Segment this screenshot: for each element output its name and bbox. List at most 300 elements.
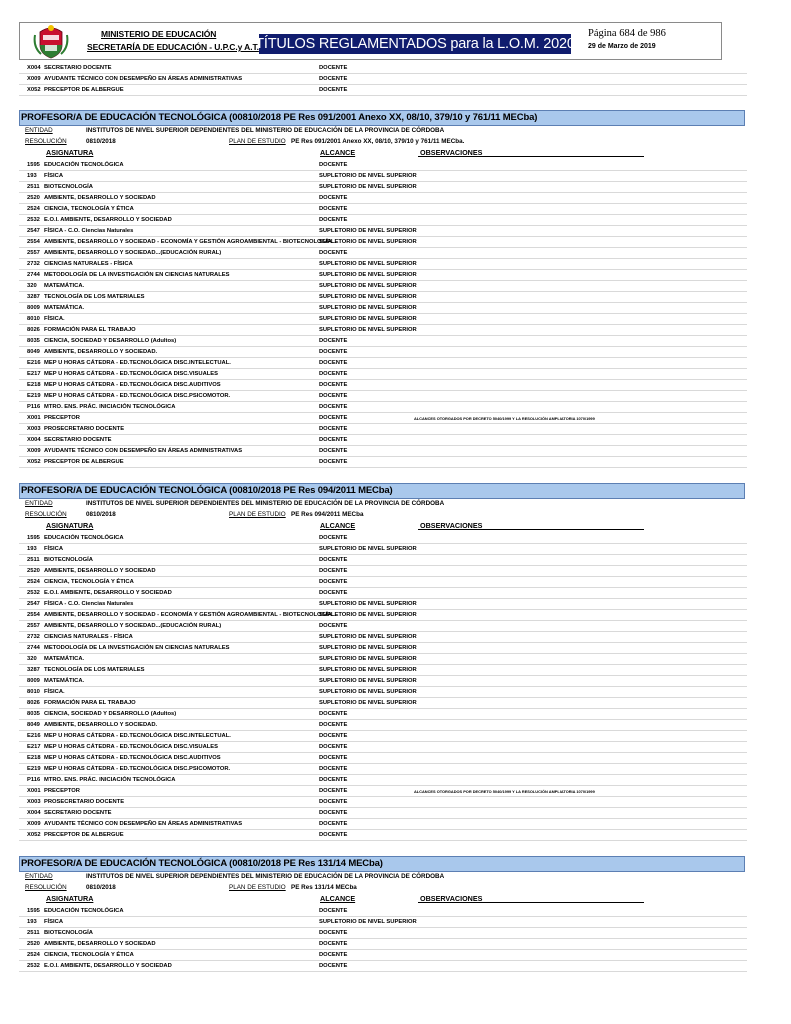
row-code: X052 <box>27 459 41 465</box>
table-row <box>19 742 747 753</box>
row-code: 320 <box>27 283 37 289</box>
table-row <box>19 588 747 599</box>
table-row <box>19 380 747 391</box>
entidad-value: INSTITUTOS DE NIVEL SUPERIOR DEPENDIENTES DEL MINISTERIO DE EDUCACIÓN DE LA PROVINCIA DE CÓRDOBA <box>86 127 445 134</box>
row-subject: AMBIENTE, DESARROLLO Y SOCIEDAD...(EDUCACIÓN RURAL) <box>44 623 222 629</box>
row-code: X052 <box>27 832 41 838</box>
column-header-observaciones: OBSERVACIONES <box>420 148 483 157</box>
row-subject: E.O.I. AMBIENTE, DESARROLLO Y SOCIEDAD <box>44 590 172 596</box>
table-row <box>19 928 747 939</box>
table-row <box>19 566 747 577</box>
row-scope: DOCENTE <box>319 217 348 223</box>
row-code: 2520 <box>27 195 40 201</box>
table-row <box>19 533 747 544</box>
row-subject: SECRETARIO DOCENTE <box>44 65 112 71</box>
row-subject: TECNOLOGÍA DE LOS MATERIALES <box>44 294 145 300</box>
row-code: 2554 <box>27 612 40 618</box>
row-code: E217 <box>27 744 41 750</box>
plan-value: PE Res 131/14 MECba <box>291 884 357 891</box>
row-scope: SUPLETORIO DE NIVEL SUPERIOR <box>319 173 417 179</box>
table-row <box>19 731 747 742</box>
table-row <box>19 808 747 819</box>
row-code: 2744 <box>27 272 40 278</box>
table-row <box>19 797 747 808</box>
row-subject: METODOLOGÍA DE LA INVESTIGACIÓN EN CIENCIAS NATURALES <box>44 272 230 278</box>
row-code: E219 <box>27 393 41 399</box>
row-scope: DOCENTE <box>319 821 348 827</box>
row-subject: AMBIENTE, DESARROLLO Y SOCIEDAD. <box>44 349 158 355</box>
table-row <box>19 906 747 917</box>
row-scope: DOCENTE <box>319 437 348 443</box>
row-subject: PRECEPTOR DE ALBERGUE <box>44 832 124 838</box>
table-row <box>19 665 747 676</box>
row-subject: PROSECRETARIO DOCENTE <box>44 426 125 432</box>
table-row <box>19 182 747 193</box>
entidad-label: ENTIDAD <box>25 127 53 134</box>
row-scope: DOCENTE <box>319 360 348 366</box>
row-code: 2547 <box>27 228 40 234</box>
row-subject: PRECEPTOR <box>44 788 80 794</box>
row-code: P116 <box>27 404 41 410</box>
table-row <box>19 446 747 457</box>
plan-label: PLAN DE ESTUDIO <box>229 138 286 145</box>
row-code: 193 <box>27 919 37 925</box>
table-row <box>19 555 747 566</box>
table-row <box>19 950 747 961</box>
table-row <box>19 939 747 950</box>
row-code: X001 <box>27 788 41 794</box>
row-subject: SECRETARIO DOCENTE <box>44 437 112 443</box>
resolucion-value: 0810/2018 <box>86 511 116 518</box>
row-code: 2557 <box>27 250 40 256</box>
row-scope: DOCENTE <box>319 162 348 168</box>
row-subject: PRECEPTOR <box>44 415 80 421</box>
row-subject: MEP U HORAS CÁTEDRA - ED.TECNOLÓGICA DISC.PSICOMOTOR. <box>44 393 231 399</box>
row-subject: E.O.I. AMBIENTE, DESARROLLO Y SOCIEDAD <box>44 963 172 969</box>
row-code: 1595 <box>27 908 40 914</box>
row-code: 2511 <box>27 184 40 190</box>
table-row <box>19 435 747 446</box>
row-scope: DOCENTE <box>319 908 348 914</box>
row-subject: CIENCIAS NATURALES - FÍSICA <box>44 634 133 640</box>
row-code: E218 <box>27 382 41 388</box>
row-subject: AYUDANTE TÉCNICO CON DESEMPEÑO EN ÁREAS ADMINISTRATIVAS <box>44 448 243 454</box>
row-scope: DOCENTE <box>319 415 348 421</box>
row-code: X003 <box>27 426 41 432</box>
row-subject: MATEMÁTICA. <box>44 283 85 289</box>
row-subject: BIOTECNOLOGÍA <box>44 930 93 936</box>
row-scope: DOCENTE <box>319 87 348 93</box>
row-scope: SUPLETORIO DE NIVEL SUPERIOR <box>319 239 417 245</box>
plan-label: PLAN DE ESTUDIO <box>229 511 286 518</box>
plan-label: PLAN DE ESTUDIO <box>229 884 286 891</box>
row-subject: CIENCIAS NATURALES - FÍSICA <box>44 261 133 267</box>
table-row <box>19 160 747 171</box>
row-code: 8049 <box>27 349 40 355</box>
row-code: 2520 <box>27 568 40 574</box>
row-scope: DOCENTE <box>319 65 348 71</box>
row-code: X009 <box>27 448 41 454</box>
plan-value: PE Res 091/2001 Anexo XX, 08/10, 379/10 y 761/11 MECba. <box>291 138 465 145</box>
row-scope: DOCENTE <box>319 338 348 344</box>
resolucion-value: 0810/2018 <box>86 138 116 145</box>
row-subject: EDUCACIÓN TECNOLÓGICA <box>44 535 124 541</box>
table-row <box>19 85 747 96</box>
row-scope: DOCENTE <box>319 623 348 629</box>
row-scope: DOCENTE <box>319 930 348 936</box>
entidad-value: INSTITUTOS DE NIVEL SUPERIOR DEPENDIENTES DEL MINISTERIO DE EDUCACIÓN DE LA PROVINCIA DE CÓRDOBA <box>86 873 445 880</box>
row-scope: DOCENTE <box>319 535 348 541</box>
resolucion-label: RESOLUCIÓN <box>25 511 67 518</box>
row-code: 2524 <box>27 206 40 212</box>
table-row <box>19 325 747 336</box>
row-code: X001 <box>27 415 41 421</box>
table-row <box>19 171 747 182</box>
row-code: P116 <box>27 777 41 783</box>
section-title: PROFESOR/A DE EDUCACIÓN TECNOLÓGICA (00810/2018 PE Res 091/2001 Anexo XX, 08/10, 379/10 y 761/11 MECba) <box>19 110 745 126</box>
row-scope: DOCENTE <box>319 426 348 432</box>
row-scope: DOCENTE <box>319 777 348 783</box>
row-subject: FÍSICA. <box>44 689 65 695</box>
table-row <box>19 621 747 632</box>
row-scope: SUPLETORIO DE NIVEL SUPERIOR <box>319 327 417 333</box>
row-scope: SUPLETORIO DE NIVEL SUPERIOR <box>319 294 417 300</box>
row-scope: DOCENTE <box>319 952 348 958</box>
row-subject: FÍSICA <box>44 919 64 925</box>
row-scope: SUPLETORIO DE NIVEL SUPERIOR <box>319 612 417 618</box>
resolucion-label: RESOLUCIÓN <box>25 138 67 145</box>
row-code: 8009 <box>27 305 40 311</box>
row-scope: DOCENTE <box>319 349 348 355</box>
row-scope: DOCENTE <box>319 579 348 585</box>
row-code: 1595 <box>27 535 40 541</box>
row-scope: SUPLETORIO DE NIVEL SUPERIOR <box>319 700 417 706</box>
row-code: E216 <box>27 360 41 366</box>
row-scope: SUPLETORIO DE NIVEL SUPERIOR <box>319 272 417 278</box>
row-scope: DOCENTE <box>319 382 348 388</box>
row-code: 2732 <box>27 261 40 267</box>
table-row <box>19 193 747 204</box>
row-subject: E.O.I. AMBIENTE, DESARROLLO Y SOCIEDAD <box>44 217 172 223</box>
row-subject: MEP U HORAS CÁTEDRA - ED.TECNOLÓGICA DISC.AUDITIVOS <box>44 755 221 761</box>
row-scope: DOCENTE <box>319 393 348 399</box>
table-row <box>19 336 747 347</box>
column-header-asignatura: ASIGNATURA <box>46 521 94 530</box>
table-row <box>19 402 747 413</box>
row-code: X004 <box>27 65 41 71</box>
row-scope: SUPLETORIO DE NIVEL SUPERIOR <box>319 678 417 684</box>
row-scope: SUPLETORIO DE NIVEL SUPERIOR <box>319 228 417 234</box>
table-row <box>19 819 747 830</box>
row-code: X003 <box>27 799 41 805</box>
table-row <box>19 204 747 215</box>
table-row <box>19 786 747 797</box>
row-scope: DOCENTE <box>319 557 348 563</box>
column-header-asignatura: ASIGNATURA <box>46 148 94 157</box>
row-subject: MEP U HORAS CÁTEDRA - ED.TECNOLÓGICA DISC.INTELECTUAL. <box>44 733 231 739</box>
row-subject: FÍSICA <box>44 546 64 552</box>
row-code: 2532 <box>27 590 40 596</box>
row-scope: DOCENTE <box>319 404 348 410</box>
row-observation: ALCANCES OTORGADOS POR DECRETO 5040/1999 Y LA RESOLUCIÓN AMPLIATORIA 1070/1999 <box>414 789 595 794</box>
row-subject: PRECEPTOR DE ALBERGUE <box>44 87 124 93</box>
row-subject: FÍSICA. <box>44 316 65 322</box>
row-scope: DOCENTE <box>319 590 348 596</box>
row-subject: BIOTECNOLOGÍA <box>44 557 93 563</box>
row-code: E218 <box>27 755 41 761</box>
table-row <box>19 314 747 325</box>
row-subject: BIOTECNOLOGÍA <box>44 184 93 190</box>
row-scope: SUPLETORIO DE NIVEL SUPERIOR <box>319 261 417 267</box>
row-code: 8010 <box>27 316 40 322</box>
row-subject: MATEMÁTICA. <box>44 656 85 662</box>
row-observation: ALCANCES OTORGADOS POR DECRETO 5040/1999 Y LA RESOLUCIÓN AMPLIATORIA 1070/1999 <box>414 416 595 421</box>
row-subject: SECRETARIO DOCENTE <box>44 810 112 816</box>
row-subject: AYUDANTE TÉCNICO CON DESEMPEÑO EN ÁREAS ADMINISTRATIVAS <box>44 76 243 82</box>
row-code: 2524 <box>27 952 40 958</box>
table-row <box>19 753 747 764</box>
row-code: 2511 <box>27 557 40 563</box>
row-scope: DOCENTE <box>319 788 348 794</box>
row-scope: DOCENTE <box>319 941 348 947</box>
row-code: X052 <box>27 87 41 93</box>
row-scope: SUPLETORIO DE NIVEL SUPERIOR <box>319 634 417 640</box>
page-date: 29 de Marzo de 2019 <box>588 43 656 50</box>
row-code: 8026 <box>27 327 40 333</box>
table-row <box>19 610 747 621</box>
row-scope: SUPLETORIO DE NIVEL SUPERIOR <box>319 689 417 695</box>
row-code: E219 <box>27 766 41 772</box>
table-row <box>19 687 747 698</box>
row-scope: DOCENTE <box>319 832 348 838</box>
row-subject: CIENCIA, SOCIEDAD Y DESARROLLO (Adultos) <box>44 711 177 717</box>
table-row <box>19 424 747 435</box>
row-subject: MATEMÁTICA. <box>44 305 85 311</box>
row-scope: DOCENTE <box>319 744 348 750</box>
row-scope: SUPLETORIO DE NIVEL SUPERIOR <box>319 919 417 925</box>
row-scope: DOCENTE <box>319 76 348 82</box>
plan-value: PE Res 094/2011 MECba <box>291 511 364 518</box>
table-row <box>19 281 747 292</box>
table-row <box>19 74 747 85</box>
secretariat-name: SECRETARÍA DE EDUCACIÓN - U.P.C.y A.T. <box>87 42 259 52</box>
row-scope: DOCENTE <box>319 733 348 739</box>
table-row <box>19 270 747 281</box>
table-row <box>19 226 747 237</box>
resolucion-value: 0810/2018 <box>86 884 116 891</box>
table-row <box>19 830 747 841</box>
table-row <box>19 577 747 588</box>
row-code: 2532 <box>27 217 40 223</box>
row-code: 8035 <box>27 711 40 717</box>
table-row <box>19 358 747 369</box>
row-subject: AMBIENTE, DESARROLLO Y SOCIEDAD. <box>44 722 158 728</box>
table-row <box>19 917 747 928</box>
row-code: 2557 <box>27 623 40 629</box>
entidad-label: ENTIDAD <box>25 500 53 507</box>
row-code: 320 <box>27 656 37 662</box>
table-row <box>19 457 747 468</box>
row-scope: DOCENTE <box>319 568 348 574</box>
row-scope: SUPLETORIO DE NIVEL SUPERIOR <box>319 601 417 607</box>
row-subject: MTRO. ENS. PRÁC. INICIACIÓN TECNOLÓGICA <box>44 404 176 410</box>
row-scope: DOCENTE <box>319 755 348 761</box>
row-scope: DOCENTE <box>319 722 348 728</box>
row-scope: DOCENTE <box>319 799 348 805</box>
row-code: 2554 <box>27 239 40 245</box>
row-scope: SUPLETORIO DE NIVEL SUPERIOR <box>319 645 417 651</box>
row-code: 8009 <box>27 678 40 684</box>
row-scope: DOCENTE <box>319 810 348 816</box>
row-subject: AMBIENTE, DESARROLLO Y SOCIEDAD <box>44 568 156 574</box>
row-code: E216 <box>27 733 41 739</box>
row-code: X009 <box>27 76 41 82</box>
row-subject: AMBIENTE, DESARROLLO Y SOCIEDAD <box>44 195 156 201</box>
row-scope: DOCENTE <box>319 766 348 772</box>
row-subject: PRECEPTOR DE ALBERGUE <box>44 459 124 465</box>
column-header-asignatura: ASIGNATURA <box>46 894 94 903</box>
table-row <box>19 599 747 610</box>
row-scope: DOCENTE <box>319 963 348 969</box>
row-scope: SUPLETORIO DE NIVEL SUPERIOR <box>319 316 417 322</box>
row-subject: AMBIENTE, DESARROLLO Y SOCIEDAD - ECONOMÍA Y GESTIÓN AGROAMBIENTAL - BIOTECNOLOGÍA... <box>44 239 337 245</box>
column-header-alcance: ALCANCE <box>320 521 356 530</box>
row-subject: AMBIENTE, DESARROLLO Y SOCIEDAD...(EDUCACIÓN RURAL) <box>44 250 222 256</box>
table-row <box>19 292 747 303</box>
row-subject: PROSECRETARIO DOCENTE <box>44 799 125 805</box>
table-row <box>19 544 747 555</box>
table-row <box>19 215 747 226</box>
row-scope: DOCENTE <box>319 195 348 201</box>
column-header-alcance: ALCANCE <box>320 894 356 903</box>
page-number: Página 684 de 986 <box>588 28 666 39</box>
row-subject: EDUCACIÓN TECNOLÓGICA <box>44 162 124 168</box>
row-subject: CIENCIA, TECNOLOGÍA Y ÉTICA <box>44 952 134 958</box>
row-subject: AMBIENTE, DESARROLLO Y SOCIEDAD <box>44 941 156 947</box>
row-code: 2732 <box>27 634 40 640</box>
row-subject: MEP U HORAS CÁTEDRA - ED.TECNOLÓGICA DISC.VISUALES <box>44 744 219 750</box>
row-subject: FORMACIÓN PARA EL TRABAJO <box>44 700 136 706</box>
table-row <box>19 259 747 270</box>
table-row <box>19 709 747 720</box>
column-header-observaciones: OBSERVACIONES <box>420 894 483 903</box>
table-row <box>19 237 747 248</box>
row-code: 2744 <box>27 645 40 651</box>
table-row <box>19 775 747 786</box>
table-row <box>19 63 747 74</box>
row-code: 8026 <box>27 700 40 706</box>
table-row <box>19 347 747 358</box>
observaciones-rule <box>418 529 644 530</box>
table-row <box>19 676 747 687</box>
table-row <box>19 698 747 709</box>
row-code: 2524 <box>27 579 40 585</box>
row-scope: SUPLETORIO DE NIVEL SUPERIOR <box>319 283 417 289</box>
ministry-name: MINISTERIO DE EDUCACIÓN <box>101 29 217 39</box>
column-header-alcance: ALCANCE <box>320 148 356 157</box>
row-subject: MATEMÁTICA. <box>44 678 85 684</box>
row-code: X004 <box>27 437 41 443</box>
row-code: 8035 <box>27 338 40 344</box>
table-row <box>19 720 747 731</box>
row-code: 2532 <box>27 963 40 969</box>
row-subject: CIENCIA, TECNOLOGÍA Y ÉTICA <box>44 206 134 212</box>
observaciones-rule <box>418 902 644 903</box>
row-subject: MTRO. ENS. PRÁC. INICIACIÓN TECNOLÓGICA <box>44 777 176 783</box>
row-code: E217 <box>27 371 41 377</box>
observaciones-rule <box>418 156 644 157</box>
coat-of-arms-icon <box>32 23 70 59</box>
row-subject: FÍSICA <box>44 173 64 179</box>
table-row <box>19 303 747 314</box>
row-scope: DOCENTE <box>319 459 348 465</box>
row-subject: TECNOLOGÍA DE LOS MATERIALES <box>44 667 145 673</box>
row-scope: SUPLETORIO DE NIVEL SUPERIOR <box>319 546 417 552</box>
row-subject: CIENCIA, SOCIEDAD Y DESARROLLO (Adultos) <box>44 338 177 344</box>
table-row <box>19 413 747 424</box>
row-code: 8049 <box>27 722 40 728</box>
section-title: PROFESOR/A DE EDUCACIÓN TECNOLÓGICA (00810/2018 PE Res 131/14 MECba) <box>19 856 745 872</box>
row-code: 193 <box>27 173 37 179</box>
row-subject: MEP U HORAS CÁTEDRA - ED.TECNOLÓGICA DISC.VISUALES <box>44 371 219 377</box>
row-scope: DOCENTE <box>319 250 348 256</box>
row-subject: CIENCIA, TECNOLOGÍA Y ÉTICA <box>44 579 134 585</box>
row-subject: FÍSICA - C.O. Ciencias Naturales <box>44 601 134 607</box>
table-row <box>19 654 747 665</box>
row-scope: SUPLETORIO DE NIVEL SUPERIOR <box>319 184 417 190</box>
row-code: 193 <box>27 546 37 552</box>
row-scope: SUPLETORIO DE NIVEL SUPERIOR <box>319 656 417 662</box>
row-subject: EDUCACIÓN TECNOLÓGICA <box>44 908 124 914</box>
row-code: 2547 <box>27 601 40 607</box>
table-row <box>19 764 747 775</box>
row-subject: AMBIENTE, DESARROLLO Y SOCIEDAD - ECONOMÍA Y GESTIÓN AGROAMBIENTAL - BIOTECNOLOGÍA... <box>44 612 337 618</box>
table-row <box>19 369 747 380</box>
row-subject: AYUDANTE TÉCNICO CON DESEMPEÑO EN ÁREAS ADMINISTRATIVAS <box>44 821 243 827</box>
row-subject: MEP U HORAS CÁTEDRA - ED.TECNOLÓGICA DISC.PSICOMOTOR. <box>44 766 231 772</box>
row-code: 2511 <box>27 930 40 936</box>
row-subject: MEP U HORAS CÁTEDRA - ED.TECNOLÓGICA DISC.INTELECTUAL. <box>44 360 231 366</box>
section-title: PROFESOR/A DE EDUCACIÓN TECNOLÓGICA (00810/2018 PE Res 094/2011 MECba) <box>19 483 745 499</box>
row-code: 2520 <box>27 941 40 947</box>
row-code: 3287 <box>27 667 40 673</box>
table-row <box>19 391 747 402</box>
resolucion-label: RESOLUCIÓN <box>25 884 67 891</box>
column-header-observaciones: OBSERVACIONES <box>420 521 483 530</box>
row-code: 3287 <box>27 294 40 300</box>
row-scope: DOCENTE <box>319 371 348 377</box>
row-subject: MEP U HORAS CÁTEDRA - ED.TECNOLÓGICA DISC.AUDITIVOS <box>44 382 221 388</box>
table-row <box>19 643 747 654</box>
row-code: 1595 <box>27 162 40 168</box>
row-code: X009 <box>27 821 41 827</box>
row-scope: SUPLETORIO DE NIVEL SUPERIOR <box>319 667 417 673</box>
row-scope: DOCENTE <box>319 711 348 717</box>
table-row <box>19 961 747 972</box>
row-scope: DOCENTE <box>319 206 348 212</box>
table-row <box>19 248 747 259</box>
table-row <box>19 632 747 643</box>
row-scope: SUPLETORIO DE NIVEL SUPERIOR <box>319 305 417 311</box>
entidad-label: ENTIDAD <box>25 873 53 880</box>
row-subject: FÍSICA - C.O. Ciencias Naturales <box>44 228 134 234</box>
row-code: 8010 <box>27 689 40 695</box>
entidad-value: INSTITUTOS DE NIVEL SUPERIOR DEPENDIENTES DEL MINISTERIO DE EDUCACIÓN DE LA PROVINCIA DE CÓRDOBA <box>86 500 445 507</box>
row-subject: METODOLOGÍA DE LA INVESTIGACIÓN EN CIENCIAS NATURALES <box>44 645 230 651</box>
row-code: X004 <box>27 810 41 816</box>
document-title: TÍTULOS REGLAMENTADOS para la L.O.M. 2020 <box>255 36 575 52</box>
row-scope: DOCENTE <box>319 448 348 454</box>
